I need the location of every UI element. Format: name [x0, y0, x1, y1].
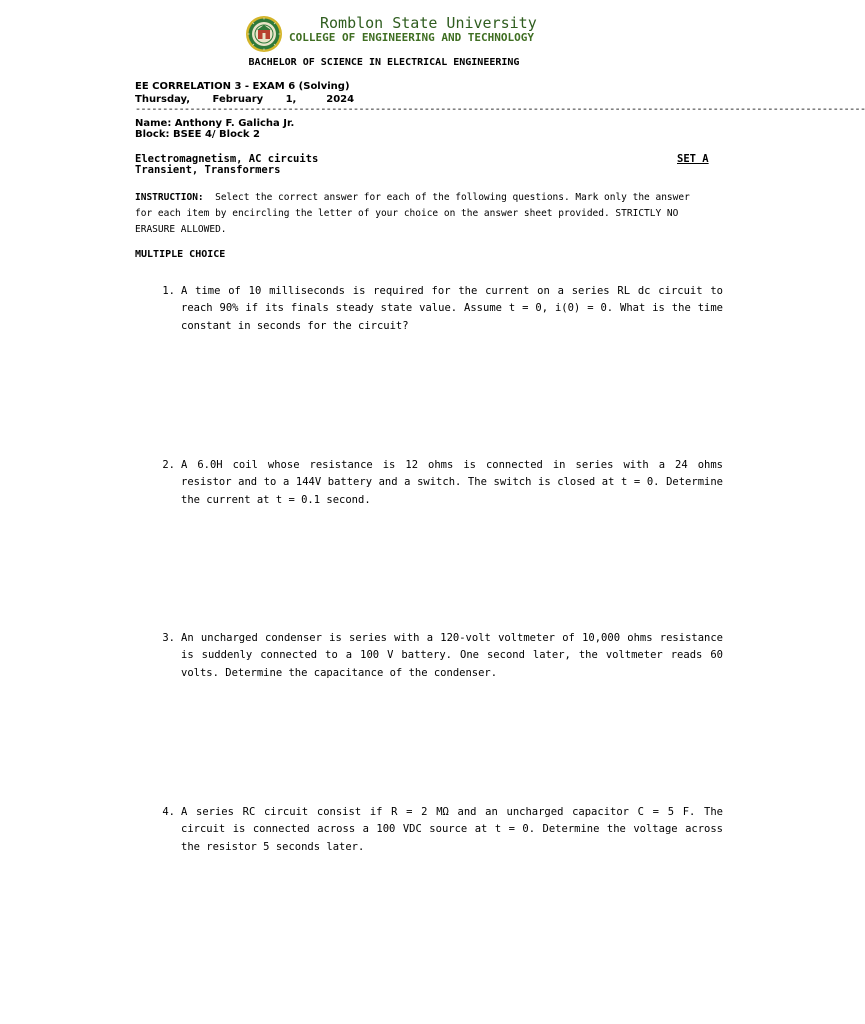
college-name: COLLEGE OF ENGINEERING AND TECHNOLOGY: [289, 31, 535, 44]
section-title: MULTIPLE CHOICE: [135, 249, 226, 260]
instruction-label: INSTRUCTION:: [135, 192, 204, 203]
question-number: 3.: [162, 632, 175, 644]
exam-topics-line-2: Transient, Transformers: [135, 164, 281, 176]
question-number: 4.: [162, 806, 175, 818]
question-item: [150, 283, 723, 335]
university-name: Romblon State University: [320, 14, 537, 32]
exam-date: Thursday, February 1, 2024: [135, 94, 355, 105]
question-text: A 6.0H coil whose resistance is 12 ohms is connected in series with a 24 ohms resistor and to a 144V battery and a switch. The switch is closed at t = 0. Determine the current at t = 0.1 second.: [181, 459, 723, 506]
student-block: Block: BSEE 4/ Block 2: [135, 129, 260, 140]
question-item: [150, 457, 723, 509]
question-item: [150, 630, 723, 682]
question-text: A series RC circuit consist if R = 2 MΩ and an uncharged capacitor C = 5 F. The circuit is connected across a 100 VDC source at t = 0. Determine the voltage across the resistor 5 seconds later.: [181, 806, 723, 853]
question-text: A time of 10 milliseconds is required for the current on a series RL dc circuit to reach 90% if its finals steady state value. Assume t = 0, i(0) = 0. What is the time constant in seconds for the circuit?: [181, 285, 723, 332]
question-item: [150, 804, 723, 856]
exam-set-label: SET A: [677, 153, 709, 165]
program-title: BACHELOR OF SCIENCE IN ELECTRICAL ENGINEERING: [248, 57, 520, 68]
instruction-text: Select the correct answer for each of the following questions. Mark only the answer for each item by encircling the letter of your choice on the answer sheet provided. STRICTLY NO ERASURE ALLOWED.: [135, 192, 690, 235]
university-seal-icon: [244, 15, 284, 53]
student-name: Name: Anthony F. Galicha Jr.: [135, 118, 295, 129]
exam-title: EE CORRELATION 3 - EXAM 6 (Solving): [135, 81, 350, 92]
instruction-block: [135, 190, 695, 238]
question-number: 2.: [162, 459, 175, 471]
separator-line: --------------------------------------------------------------------------------------------------------------------------------------: [135, 105, 865, 116]
exam-topics-line-1: Electromagnetism, AC circuits: [135, 153, 319, 165]
question-text: An uncharged condenser is series with a 120-volt voltmeter of 10,000 ohms resistance is suddenly connected to a 100 V battery. One second later, the voltmeter reads 60 volts. Determine the capacitance of the condenser.: [181, 632, 723, 679]
question-number: 1.: [162, 285, 175, 297]
